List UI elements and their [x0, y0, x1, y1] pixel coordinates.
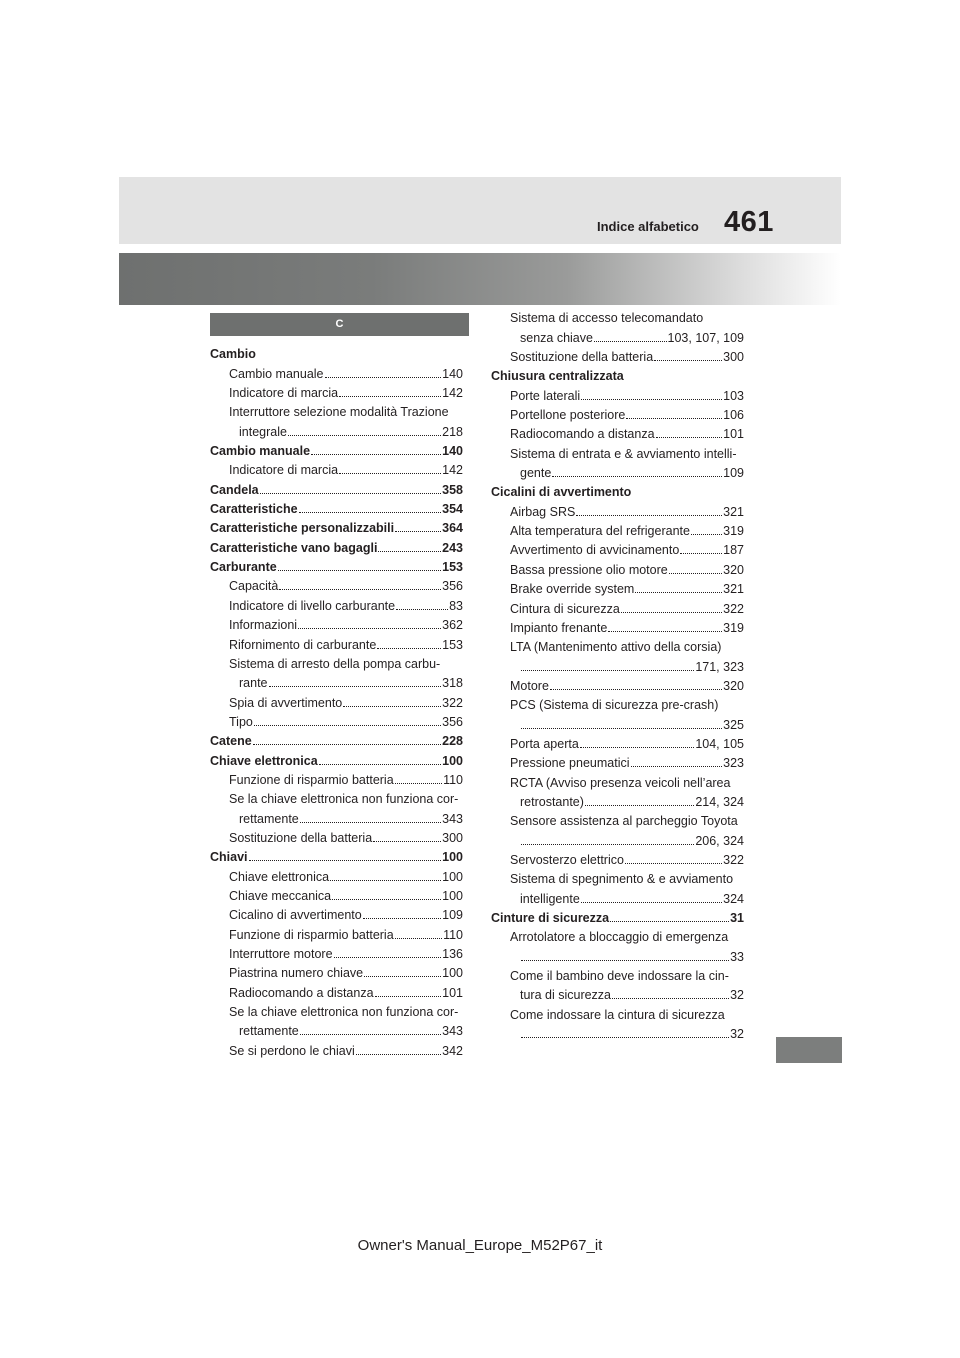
- dot-leader: [550, 677, 722, 690]
- index-entry: [491, 422, 744, 441]
- index-entry-page: 356: [442, 714, 463, 729]
- index-entry-label: Indicatore di marcia: [229, 463, 339, 478]
- dot-leader: [334, 945, 442, 958]
- index-entry-page: 171, 323: [695, 659, 744, 674]
- index-entry-label: Come indossare la cintura di sicurezza: [510, 1007, 725, 1022]
- index-column-left: [210, 342, 463, 1058]
- index-entry-page: 140: [442, 444, 463, 459]
- index-entry-label: rettamente: [239, 811, 299, 826]
- index-entry: [491, 712, 744, 731]
- index-entry-label: Sistema di entrata e & avviamento intelli-: [510, 446, 737, 461]
- index-entry-page: 83: [449, 598, 463, 613]
- index-entry-label: Cicalini di avvertimento: [491, 485, 632, 500]
- index-entry: [210, 593, 463, 612]
- index-entry: [210, 535, 463, 554]
- index-entry-page: 243: [442, 540, 463, 555]
- index-entry: [210, 613, 463, 632]
- dot-leader: [373, 829, 441, 842]
- index-entry: [491, 983, 744, 1002]
- index-entry: [210, 826, 463, 845]
- index-entry: [210, 361, 463, 380]
- dot-leader: [395, 771, 442, 784]
- index-entry-page: 153: [442, 637, 463, 652]
- dot-leader: [300, 810, 441, 823]
- index-entry-page: 319: [723, 524, 744, 539]
- dot-leader: [680, 541, 722, 554]
- index-entry: [491, 848, 744, 867]
- index-entry-label: Portellone posteriore: [510, 408, 626, 423]
- index-entry-label: Catene: [210, 734, 252, 749]
- index-entry-label: Indicatore di livello carburante: [229, 598, 396, 613]
- index-entry-label: Caratteristiche vano bagagli: [210, 540, 378, 555]
- index-entry-label: tura di sicurezza: [520, 988, 612, 1003]
- dot-leader: [581, 890, 722, 903]
- index-entry-label: Interruttore selezione modalità Trazione: [229, 405, 449, 420]
- dot-leader: [612, 986, 729, 999]
- index-entry-page: 300: [442, 830, 463, 845]
- index-entry-page: 362: [442, 618, 463, 633]
- dot-leader: [363, 906, 441, 919]
- index-entry-page: 32: [730, 988, 744, 1003]
- dot-leader: [343, 694, 441, 707]
- index-entry-page: 103: [723, 388, 744, 403]
- index-entry: [210, 806, 463, 825]
- index-entry: [491, 693, 744, 712]
- index-entry-label: Impianto frenante: [510, 620, 608, 635]
- index-entry: [210, 922, 463, 941]
- index-entry: [210, 787, 463, 806]
- index-entry-label: Porte laterali: [510, 388, 581, 403]
- index-entry: [210, 768, 463, 787]
- index-entry-label: PCS (Sistema di sicurezza pre-crash): [510, 698, 719, 713]
- index-entry: [210, 710, 463, 729]
- dot-leader: [279, 577, 441, 590]
- index-entry: [491, 364, 744, 383]
- dot-leader: [521, 948, 729, 961]
- index-entry: [491, 944, 744, 963]
- index-entry-label: Sostituzione della batteria: [229, 830, 373, 845]
- index-entry-label: Spia di avvertimento: [229, 695, 343, 710]
- index-entry: [210, 671, 463, 690]
- index-entry-page: 228: [442, 734, 463, 749]
- index-entry-label: Se si perdono le chiavi: [229, 1043, 355, 1058]
- index-entry-label: Informazioni: [229, 618, 298, 633]
- index-entry-page: 104, 105: [695, 736, 744, 751]
- index-entry-label: Cintura di sicurezza: [510, 601, 620, 616]
- dot-leader: [552, 464, 722, 477]
- dot-leader: [325, 365, 442, 378]
- index-entry: [491, 654, 744, 673]
- letter-heading: C: [210, 313, 469, 336]
- index-entry-label: Carburante: [210, 560, 277, 575]
- index-entry-page: 322: [723, 601, 744, 616]
- dot-leader: [330, 868, 441, 881]
- index-entry: [491, 886, 744, 905]
- index-entry-label: Funzione di risparmio batteria: [229, 927, 394, 942]
- index-entry-label: integrale: [239, 424, 287, 439]
- index-entry-page: 142: [442, 463, 463, 478]
- dot-leader: [311, 442, 441, 455]
- index-entry: [210, 748, 463, 767]
- index-entry-page: 33: [730, 949, 744, 964]
- dot-leader: [631, 754, 723, 767]
- index-entry-page: 343: [442, 811, 463, 826]
- index-entry-label: LTA (Mantenimento attivo della corsia): [510, 640, 722, 655]
- index-entry: [491, 635, 744, 654]
- index-entry-label: Piastrina numero chiave: [229, 966, 364, 981]
- section-title: Indice alfabetico: [597, 219, 699, 234]
- dot-leader: [339, 384, 441, 397]
- index-entry-page: 101: [442, 985, 463, 1000]
- index-entry-label: Sostituzione della batteria: [510, 350, 654, 365]
- index-entry-label: senza chiave: [520, 330, 593, 345]
- index-entry: [491, 538, 744, 557]
- index-entry-label: Airbag SRS: [510, 504, 576, 519]
- index-entry-label: Indicatore di marcia: [229, 386, 339, 401]
- index-column-right: [491, 306, 744, 1041]
- index-entry-label: Caratteristiche: [210, 502, 298, 517]
- index-entry: [491, 1002, 744, 1021]
- index-entry: [491, 577, 744, 596]
- index-entry-label: Se la chiave elettronica non funziona cor-: [229, 1005, 459, 1020]
- dot-leader: [396, 597, 448, 610]
- index-entry-label: Sistema di arresto della pompa carbu-: [229, 656, 441, 671]
- index-entry-page: 354: [442, 502, 463, 517]
- index-entry-page: 318: [442, 676, 463, 691]
- index-entry: [210, 400, 463, 419]
- index-entry-label: Cambio manuale: [229, 366, 324, 381]
- index-entry-label: Bassa pressione olio motore: [510, 562, 668, 577]
- index-entry-label: Porta aperta: [510, 736, 579, 751]
- dot-leader: [377, 636, 441, 649]
- dot-leader: [375, 984, 442, 997]
- index-entry: [210, 477, 463, 496]
- page-number: 461: [724, 206, 774, 238]
- index-entry: [491, 770, 744, 789]
- dot-leader: [626, 406, 722, 419]
- index-entry: [491, 325, 744, 344]
- index-entry: [491, 925, 744, 944]
- index-entry: [491, 906, 744, 925]
- index-entry-label: Cinture di sicurezza: [491, 911, 610, 925]
- index-entry-page: 323: [723, 756, 744, 771]
- index-entry-label: rante: [239, 676, 268, 691]
- index-entry: [210, 961, 463, 980]
- dot-leader: [288, 423, 441, 436]
- index-entry-label: Motore: [510, 678, 549, 693]
- dot-leader: [521, 658, 694, 671]
- index-entry-page: 214, 324: [695, 794, 744, 809]
- index-entry: [491, 519, 744, 538]
- index-entry: [491, 809, 744, 828]
- index-entry: [210, 942, 463, 961]
- dot-leader: [521, 832, 694, 845]
- index-entry-page: 110: [443, 927, 463, 942]
- index-entry-label: Come il bambino deve indossare la cin-: [510, 969, 729, 984]
- index-entry: [491, 1022, 744, 1041]
- index-entry-label: Chiave elettronica: [210, 753, 318, 768]
- index-entry-label: Interruttore motore: [229, 947, 333, 961]
- dot-leader: [249, 848, 442, 861]
- index-entry-page: 320: [723, 562, 744, 577]
- index-entry-label: Rifornimento di carburante: [229, 637, 377, 652]
- index-entry-label: Sistema di accesso telecomandato: [510, 311, 704, 326]
- index-entry: [491, 790, 744, 809]
- index-entry: [491, 751, 744, 770]
- index-entry-label: Sensore assistenza al parcheggio Toyota: [510, 814, 738, 829]
- index-entry-label: Radiocomando a distanza: [510, 427, 655, 442]
- index-entry-label: Se la chiave elettronica non funziona cor-: [229, 792, 459, 807]
- dot-leader: [299, 500, 442, 513]
- index-entry-page: 187: [723, 543, 744, 558]
- dot-leader: [635, 580, 722, 593]
- index-entry-page: 343: [442, 1024, 463, 1039]
- index-entry-label: Brake override system: [510, 582, 635, 597]
- index-entry: [210, 1038, 463, 1057]
- index-entry: [491, 480, 744, 499]
- dot-leader: [654, 348, 722, 361]
- index-entry-label: RCTA (Avviso presenza veicoli nell’area: [510, 775, 731, 790]
- index-entry: [491, 616, 744, 635]
- chapter-tab-marker: [776, 1037, 842, 1063]
- index-entry-page: 100: [442, 869, 463, 884]
- footer-text: Owner's Manual_Europe_M52P67_it: [357, 1237, 603, 1254]
- index-entry: [491, 499, 744, 518]
- dot-leader: [278, 558, 441, 571]
- index-entry-page: 109: [442, 908, 463, 923]
- index-entry-label: Alta temperatura del refrigerante: [510, 524, 690, 539]
- index-entry: [210, 555, 463, 574]
- index-entry-label: Cambio: [210, 347, 256, 362]
- dot-leader: [625, 851, 722, 864]
- index-entry-page: 100: [442, 753, 463, 768]
- index-entry-label: Cambio manuale: [210, 444, 311, 459]
- index-entry: [210, 342, 463, 361]
- index-entry: [210, 516, 463, 535]
- index-entry-label: Radiocomando a distanza: [229, 985, 374, 1000]
- dot-leader: [395, 926, 442, 939]
- dot-leader: [594, 329, 667, 342]
- index-entry-page: 142: [442, 386, 463, 401]
- index-entry: [210, 652, 463, 671]
- index-entry: [210, 845, 463, 864]
- index-entry-page: 32: [730, 1027, 744, 1042]
- index-entry-label: Capacità: [229, 579, 279, 594]
- dot-leader: [253, 732, 441, 745]
- index-entry-label: Pressione pneumatici: [510, 756, 630, 771]
- dot-leader: [608, 619, 722, 632]
- index-entry-page: 206, 324: [695, 833, 744, 848]
- index-entry-label: Tipo: [229, 714, 253, 729]
- index-entry-page: 319: [723, 620, 744, 635]
- index-entry: [491, 441, 744, 460]
- index-entry-page: 100: [442, 888, 463, 903]
- index-entry-label: Avvertimento di avvicinamento: [510, 543, 680, 558]
- index-entry-label: Chiave elettronica: [229, 869, 330, 884]
- index-entry-label: Funzione di risparmio batteria: [229, 772, 394, 787]
- index-entry-page: 300: [723, 350, 744, 365]
- index-entry-page: 364: [442, 521, 463, 536]
- index-entry-page: 324: [723, 891, 744, 906]
- dot-leader: [621, 600, 722, 613]
- dot-leader: [691, 522, 722, 535]
- index-entry: [210, 632, 463, 651]
- index-entry-page: 325: [723, 717, 744, 732]
- index-entry: [210, 574, 463, 593]
- index-entry-page: 100: [442, 966, 463, 981]
- index-entry-page: 110: [443, 772, 463, 787]
- index-entry-label: Chiusura centralizzata: [491, 369, 624, 384]
- index-entry: [210, 1019, 463, 1038]
- index-entry-page: 358: [442, 482, 463, 497]
- index-entry: [210, 884, 463, 903]
- index-entry-page: 320: [723, 678, 744, 693]
- dot-leader: [364, 964, 441, 977]
- header-gradient-bar: [119, 253, 841, 305]
- index-entry-page: 153: [442, 560, 463, 575]
- index-entry-page: 218: [442, 424, 463, 439]
- dot-leader: [319, 752, 441, 765]
- index-entry: [491, 345, 744, 364]
- index-entry: [491, 461, 744, 480]
- index-entry-label: Sistema di spegnimento & e avviamento: [510, 872, 734, 887]
- index-entry: [491, 306, 744, 325]
- index-entry-page: 103, 107, 109: [667, 330, 744, 345]
- index-entry: [210, 419, 463, 438]
- dot-leader: [576, 503, 722, 516]
- index-entry-label: Arrotolatore a bloccaggio di emergenza: [510, 930, 729, 945]
- index-entry: [491, 403, 744, 422]
- index-entry: [210, 439, 463, 458]
- index-entry: [210, 1000, 463, 1019]
- dot-leader: [656, 425, 723, 438]
- index-entry-label: Cicalino di avvertimento: [229, 908, 362, 923]
- dot-leader: [298, 616, 441, 629]
- dot-leader: [356, 1042, 441, 1055]
- index-entry: [491, 732, 744, 751]
- index-entry-label: Chiave meccanica: [229, 888, 332, 903]
- index-entry-page: 106: [723, 408, 744, 423]
- index-entry-label: gente: [520, 466, 552, 481]
- index-entry-label: Candela: [210, 482, 259, 497]
- index-entry-page: 109: [723, 466, 744, 481]
- index-entry-page: 140: [442, 366, 463, 381]
- index-entry: [210, 980, 463, 999]
- dot-leader: [300, 1022, 441, 1035]
- index-entry: [491, 828, 744, 847]
- index-entry-page: 322: [442, 695, 463, 710]
- index-entry: [491, 596, 744, 615]
- dot-leader: [254, 713, 441, 726]
- dot-leader: [339, 461, 441, 474]
- index-entry: [210, 458, 463, 477]
- index-entry-page: 321: [723, 582, 744, 597]
- index-entry: [210, 381, 463, 400]
- index-entry: [491, 557, 744, 576]
- dot-leader: [378, 539, 441, 552]
- dot-leader: [269, 674, 442, 687]
- index-entry-page: 31: [730, 911, 744, 925]
- index-entry-page: 356: [442, 579, 463, 594]
- dot-leader: [585, 793, 694, 806]
- dot-leader: [580, 735, 695, 748]
- index-entry: [491, 867, 744, 886]
- dot-leader: [581, 387, 722, 400]
- index-entry-page: 100: [442, 850, 463, 865]
- dot-leader: [260, 481, 442, 494]
- index-entry-label: intelligente: [520, 891, 580, 906]
- index-entry-label: rettamente: [239, 1024, 299, 1039]
- dot-leader: [521, 716, 722, 729]
- index-entry: [210, 690, 463, 709]
- index-entry-page: 322: [723, 852, 744, 867]
- index-entry: [210, 497, 463, 516]
- index-entry-label: retrostante): [520, 794, 584, 809]
- index-entry: [210, 729, 463, 748]
- dot-leader: [610, 909, 729, 922]
- index-entry-page: 342: [442, 1043, 463, 1058]
- dot-leader: [332, 887, 441, 900]
- index-entry-page: 321: [723, 504, 744, 519]
- index-entry-label: Servosterzo elettrico: [510, 852, 624, 867]
- index-entry-page: 101: [723, 427, 744, 442]
- index-entry: [210, 903, 463, 922]
- index-entry: [210, 864, 463, 883]
- index-entry: [491, 964, 744, 983]
- index-entry-page: 136: [442, 947, 463, 961]
- dot-leader: [669, 561, 722, 574]
- dot-leader: [521, 1025, 729, 1038]
- index-entry-label: Chiavi: [210, 850, 248, 865]
- index-entry: [491, 383, 744, 402]
- dot-leader: [395, 519, 441, 532]
- index-entry-label: Caratteristiche personalizzabili: [210, 521, 395, 536]
- index-entry: [491, 674, 744, 693]
